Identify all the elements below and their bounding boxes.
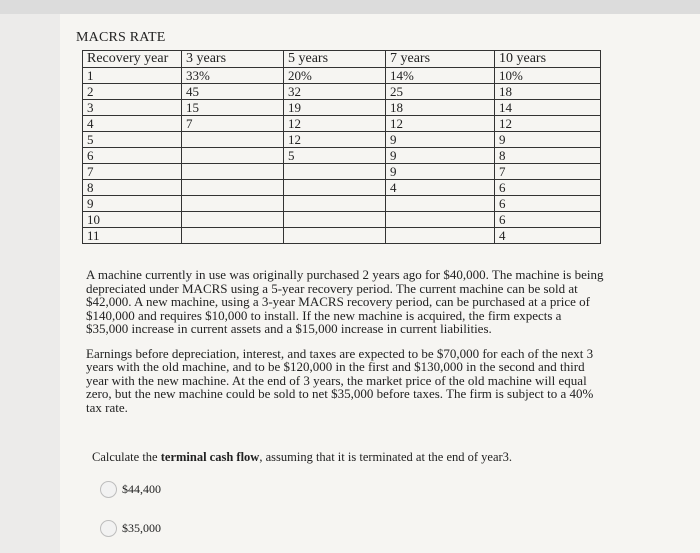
- table-cell: [182, 132, 284, 148]
- question-emphasis: terminal cash flow: [160, 450, 260, 464]
- column-header: 5 years: [284, 51, 386, 68]
- table-cell: 10%: [495, 68, 601, 84]
- problem-paragraph-2: Earnings before depreciation, interest, and taxes are expected to be $70,000 for each of the next 3 years with the old machine, and to be $120,000 in the first and $130,000 in the second and third year with the new machine. At the end of 3 years, the market price of the old machine will equal zero, but the new machine could be sold to net $35,000 before taxes. The firm is subject to a 40% tax rate.: [86, 345, 594, 415]
- table-cell: 7: [495, 164, 601, 180]
- radio-button[interactable]: [100, 481, 117, 498]
- table-row: [83, 196, 601, 212]
- table-cell: 11: [83, 228, 182, 244]
- table-cell: [386, 212, 495, 228]
- answer-option-1[interactable]: [100, 481, 161, 498]
- table-cell: 12: [284, 132, 386, 148]
- table-cell: 25: [386, 84, 495, 100]
- table-cell: 8: [83, 180, 182, 196]
- table-cell: [182, 180, 284, 196]
- table-cell: 14%: [386, 68, 495, 84]
- table-row: [83, 180, 601, 196]
- table-cell: 5: [83, 132, 182, 148]
- question-prefix: Calculate the: [92, 450, 161, 464]
- table-row: [83, 164, 601, 180]
- table-cell: 7: [182, 116, 284, 132]
- top-bar: [0, 0, 700, 14]
- table-cell: 9: [386, 132, 495, 148]
- table-cell: [284, 180, 386, 196]
- table-cell: 3: [83, 100, 182, 116]
- table-cell: 9: [386, 164, 495, 180]
- table-row: [83, 228, 601, 244]
- table-cell: 33%: [182, 68, 284, 84]
- question-suffix: , assuming that it is terminated at the end of year3.: [259, 450, 513, 464]
- table-cell: 2: [83, 84, 182, 100]
- table-row: [83, 212, 601, 228]
- table-cell: 15: [182, 100, 284, 116]
- table-cell: 6: [83, 148, 182, 164]
- table-row: [83, 116, 601, 132]
- table-cell: 12: [495, 116, 601, 132]
- table-cell: 12: [386, 116, 495, 132]
- table-cell: 45: [182, 84, 284, 100]
- table-cell: 9: [83, 196, 182, 212]
- table-row: [83, 84, 601, 100]
- table-cell: 7: [83, 164, 182, 180]
- table-cell: 4: [386, 180, 495, 196]
- table-cell: 9: [495, 132, 601, 148]
- table-cell: [284, 228, 386, 244]
- table-cell: [386, 196, 495, 212]
- table-title: MACRS RATE: [76, 30, 166, 45]
- table-cell: 12: [284, 116, 386, 132]
- table-cell: 1: [83, 68, 182, 84]
- table-cell: [182, 148, 284, 164]
- table-cell: 9: [386, 148, 495, 164]
- question-text: [92, 450, 512, 465]
- table-cell: 18: [386, 100, 495, 116]
- table-cell: 20%: [284, 68, 386, 84]
- table-cell: 18: [495, 84, 601, 100]
- option-label: $44,400: [122, 482, 161, 496]
- table-cell: [386, 228, 495, 244]
- table-row: [83, 132, 601, 148]
- table-cell: 14: [495, 100, 601, 116]
- macrs-table: [82, 50, 601, 244]
- table-row: [83, 100, 601, 116]
- column-header: 10 years: [495, 51, 601, 68]
- table-cell: 4: [83, 116, 182, 132]
- table-cell: [284, 164, 386, 180]
- table-cell: 6: [495, 196, 601, 212]
- table-cell: 32: [284, 84, 386, 100]
- table-cell: 10: [83, 212, 182, 228]
- table-cell: [182, 212, 284, 228]
- column-header: Recovery year: [83, 51, 182, 68]
- table-cell: 4: [495, 228, 601, 244]
- problem-paragraph-1: A machine currently in use was originally purchased 2 years ago for $40,000. The machine is being depreciated under MACRS using a 5-year recovery period. The current machine can be sold at $42,000. A new machine, using a 3-year MACRS recovery period, can be purchased at a price of $140,000 and requires $10,000 to install. If the new machine is acquired, the firm expects a $35,000 increase in current assets and a $15,000 increase in current liabilities.: [86, 267, 604, 336]
- table-cell: [284, 212, 386, 228]
- table-cell: 8: [495, 148, 601, 164]
- column-header: 7 years: [386, 51, 495, 68]
- table-cell: [182, 164, 284, 180]
- table-cell: 19: [284, 100, 386, 116]
- table-cell: 5: [284, 148, 386, 164]
- table-row: [83, 148, 601, 164]
- table-header-row: [83, 51, 601, 68]
- table-cell: [182, 196, 284, 212]
- table-cell: 6: [495, 212, 601, 228]
- problem-description: [86, 268, 606, 414]
- column-header: 3 years: [182, 51, 284, 68]
- table-cell: [182, 228, 284, 244]
- table-row: [83, 68, 601, 84]
- table-cell: [284, 196, 386, 212]
- option-label: $35,000: [122, 521, 161, 535]
- table-cell: 6: [495, 180, 601, 196]
- answer-option-2[interactable]: [100, 520, 161, 537]
- radio-button[interactable]: [100, 520, 117, 537]
